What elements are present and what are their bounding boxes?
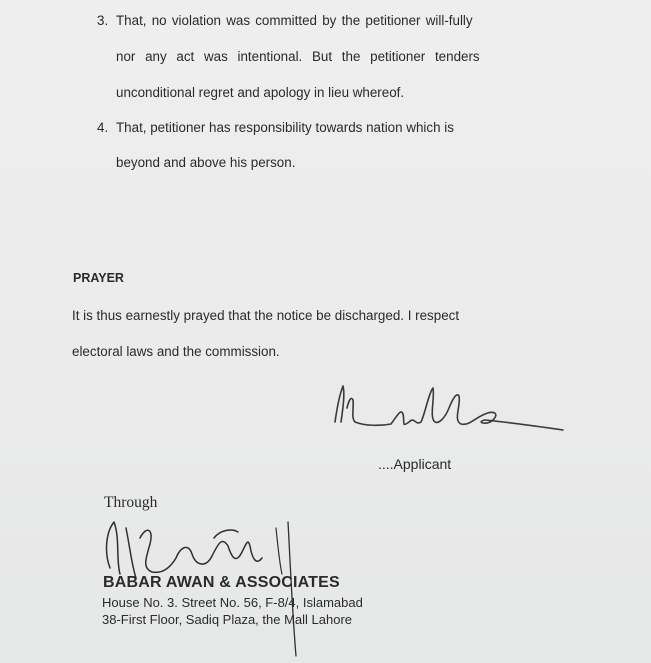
stamp-through: Through: [104, 494, 158, 511]
stamp-firm-name: BABAR AWAN & ASSOCIATES: [103, 574, 340, 591]
applicant-label: ....Applicant: [378, 456, 452, 472]
point-4-line-2: beyond and above his person.: [116, 155, 296, 170]
prayer-heading: PRAYER: [73, 271, 124, 285]
prayer-line-2: electoral laws and the commission.: [72, 344, 280, 359]
prayer-line-1: It is thus earnestly prayed that the notice be discharged. I respect: [72, 308, 460, 323]
applicant-signature: [325, 378, 570, 438]
point-3-line-2: nor any act was intentional. But the petitioner tenders: [116, 49, 480, 64]
stamp-address-line-2: 38-First Floor, Sadiq Plaza, the Mall Lahore: [102, 612, 353, 627]
stamp-address-line-1: House No. 3. Street No. 56, F-8/4, Islamabad: [102, 595, 363, 610]
point-3-line-1: That, no violation was committed by the petitioner will-fully: [116, 13, 473, 28]
point-4-number: 4.: [97, 120, 109, 135]
point-3-line-3: unconditional regret and apology in lieu whereof.: [116, 85, 405, 100]
point-4-line-1: That, petitioner has responsibility towards nation which is: [116, 120, 454, 135]
point-3-number: 3.: [97, 13, 109, 28]
